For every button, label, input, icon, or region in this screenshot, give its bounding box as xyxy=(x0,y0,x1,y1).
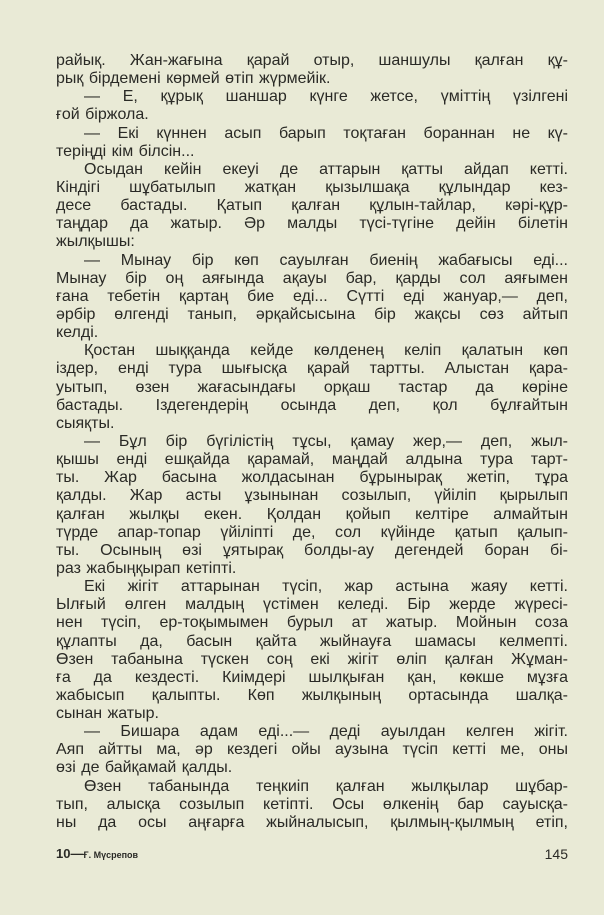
text-line: нен түсіп, ер-тоқымымен бурыл ат жатыр. Мойнын соза xyxy=(56,614,568,632)
text-line: сыяқты. xyxy=(56,414,115,432)
text-line: жабысып қалыпты. Көп жылқының ортасында шалқа- xyxy=(56,686,568,704)
text-line: түрде апар-топар үйіліпті де, сол күйінде қатып қалып- xyxy=(56,523,568,541)
text-line: Осыдан кейін екеуі де аттарын қатты айдап кетті. xyxy=(84,160,568,178)
text-line: райық. Жан-жағына қарай отыр, шаншулы қалған құ- xyxy=(56,52,568,69)
text-line: қалған жылқы екен. Қолдан қойып келтіре алмайтын xyxy=(56,505,568,523)
text-line: ты. Жар басына жолдасынан бұрынырақ жетіп, тұра xyxy=(56,469,568,487)
text-line: қышы енді ешқайда қарамай, маңдай алдына тура тарт- xyxy=(56,451,568,469)
text-line: Өзен табанына түскен соң екі жігіт өліп қалған Жұман- xyxy=(56,650,568,668)
text-line: қалды. Жар асты ұзынынан созылып, үйіліп қырылып xyxy=(56,487,568,505)
text-line: келді. xyxy=(56,324,99,342)
text-line: Кіндігі шұбатылып жатқан қызылшақа құлындар кез- xyxy=(56,178,568,196)
text-line: рық бірдемені көрмей өтіп жүрмейік. xyxy=(56,70,331,88)
text-line: Ылғый өлген малдың үстімен келеді. Бір жерде жүресі- xyxy=(56,596,568,614)
printer-signature xyxy=(56,846,138,861)
text-line: Қостан шыққанда кейде көлденең келіп қалатын көп xyxy=(84,342,568,360)
text-line: уытып, өзен жағасындағы орқаш тастар да көріне xyxy=(56,378,568,396)
text-line: бастады. Іздегендерің осында деп, қол бұлғайтын xyxy=(56,396,568,414)
text-line: Екі жігіт аттарынан түсіп, жар астына жаяу кетті. xyxy=(84,578,568,596)
text-line: Мынау бір оң аяғында ақауы бар, қарды сол аяғымен xyxy=(56,269,568,287)
text-line: Аяп айтты ма, әр кездегі ойы аузына түсіп кетті ме, оны xyxy=(56,741,568,759)
text-line: десе бастады. Қатып қалған құлын-тайлар, кәрі-құр- xyxy=(56,197,568,215)
text-line: ты. Осының өзі ұятырақ болды-ау дегендей боран бі- xyxy=(56,541,568,559)
text-line: теріңді кім білсін... xyxy=(56,142,195,160)
signature-number: 10— xyxy=(56,846,84,861)
text-line: құлапты да, басын қайта жыйнауға шамасы келмепті. xyxy=(56,632,568,650)
text-line: — Бишара адам еді...— деді ауылдан келген жігіт. xyxy=(84,723,568,741)
page-body xyxy=(56,52,568,832)
text-line: ға да кездесті. Киімдері шылқыған қан, көкше мұзға xyxy=(56,668,568,686)
text-line: — Мынау бір көп сауылған биенің жабағысы еді... xyxy=(84,251,568,269)
text-line: тып, алысқа созылып кетіпті. Осы өлкенің бар сауысқа- xyxy=(56,795,568,813)
text-line: өзі де байқамай қалды. xyxy=(56,759,233,777)
text-line: раз жабыңқырап кетіпті. xyxy=(56,559,237,577)
text-line: — Бұл бір бүгілістің тұсы, қамау жер,— деп, жыл- xyxy=(84,432,568,450)
text-line: ны да осы аңғарға жыйналысып, қылмың-қылмың етіп, xyxy=(56,813,568,831)
text-line: ғана тебетін қартаң бие еді... Сүтті еді жануар,— деп, xyxy=(56,287,568,305)
text-line: — Екі күннен асып барып тоқтаған бораннан не кү- xyxy=(84,124,568,142)
text-line: таңдар да жатыр. Әр малды түсі-түгіне дейін білетін xyxy=(56,215,568,233)
signature-author: Ғ. Мүсрепов xyxy=(83,850,139,860)
text-line: ғой біржола. xyxy=(56,106,149,124)
text-line: сынан жатыр. xyxy=(56,705,159,723)
text-line: жылқышы: xyxy=(56,233,135,251)
page-number: 145 xyxy=(544,846,568,862)
text-line: Өзен табанында теңкиіп қалған жылқылар шұбар- xyxy=(84,777,568,795)
text-line: — Е, құрық шаншар күнге жетсе, үміттің үзілгені xyxy=(84,88,568,106)
text-line: іздер, енді тура шығысқа қарай тартты. Алыстан қара- xyxy=(56,360,568,378)
text-line: әрбір өлгенді танып, әрқайсысына бір жақсы сөз айтып xyxy=(56,305,568,323)
